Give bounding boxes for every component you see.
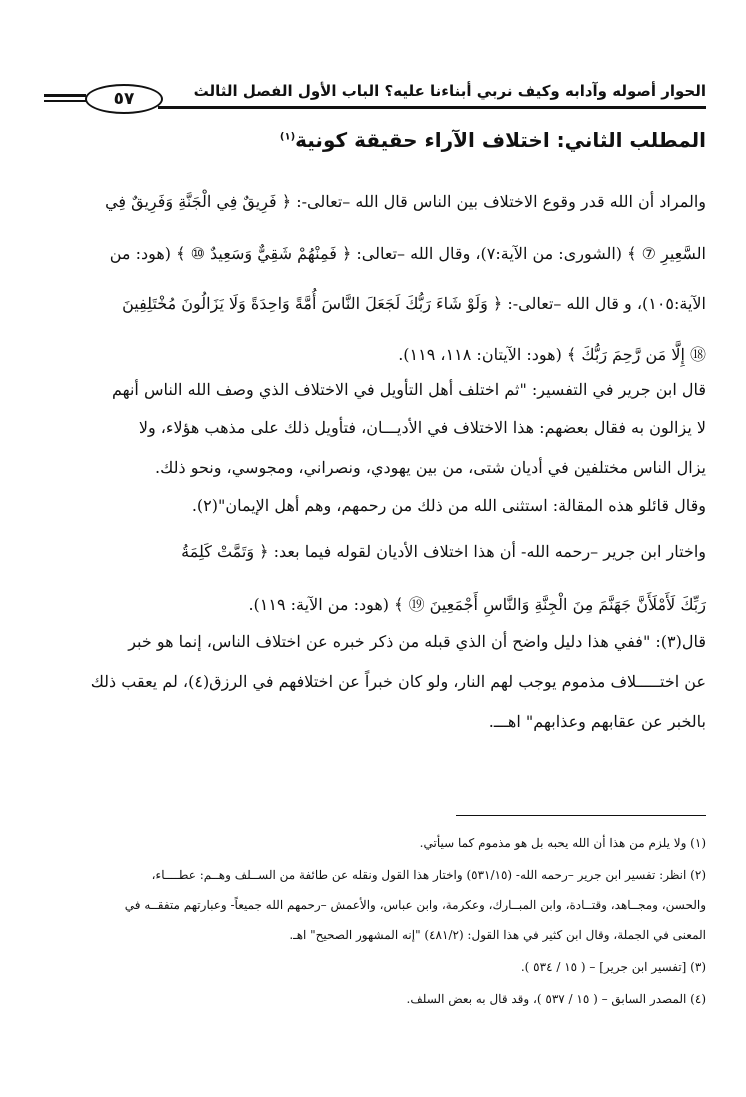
body-line: ⑱ إِلَّا مَن رَّحِمَ رَبُّكَ ﴾ (هود: الآيتان: ١١٨، ١١٩). bbox=[398, 345, 706, 364]
footnote: (٣) [تفسير ابن جرير] – ( ١٥ / ٥٣٤ ). bbox=[520, 960, 706, 974]
header-rule-left-2 bbox=[44, 100, 86, 102]
header-rule-left bbox=[44, 94, 86, 97]
body-line: قال(٣): "ففي هذا دليل واضح أن الذي قبله من ذكر خبره عن اختلاف الناس، إنما هو خبر bbox=[128, 632, 706, 651]
running-header bbox=[44, 82, 706, 110]
body-line: والمراد أن الله قدر وقوع الاختلاف بين الناس قال الله –تعالى-: ﴿ فَرِيقٌ فِي الْجَنَّةِ وَفَرِيقٌ فِي bbox=[105, 192, 706, 211]
body-line: الآية:١٠٥)، و قال الله –تعالى-: ﴿ وَلَوْ شَاءَ رَبُّكَ لَجَعَلَ النَّاسَ أُمَّةً وَاحِدَةً وَلَا يَزَالُونَ مُخْتَلِفِينَ bbox=[122, 294, 706, 313]
body-line: عن اختـــــلاف مذموم يوجب لهم النار، ولو كان خبراً عن اختلافهم في الرزق(٤)، لم يعقب ذلك bbox=[90, 672, 706, 691]
heading-footnote-ref: (١) bbox=[279, 131, 296, 143]
body-line: واختار ابن جرير –رحمه الله- أن هذا اختلاف الأديان لقوله فيما بعد: ﴿ وَتَمَّتْ كَلِمَةُ bbox=[181, 542, 706, 561]
footnote: والحسن، ومجــاهد، وقتــادة، وابن المبــارك، وعكرمة، وابن عباس، والأعمش –رحمهم الله جميعاً- وعبارتهم متفقــه في bbox=[124, 898, 706, 912]
footnote: (٢) انظر: تفسير ابن جرير –رحمه الله- (٥٣١/١٥) واختار هذا القول ونقله عن طائفة من الســلف وهــم: عطــــاء، bbox=[151, 868, 706, 882]
body-line: يزال الناس مختلفين في أديان شتى، من بين يهودي، ونصراني، ومجوسي، ونحو ذلك. bbox=[155, 458, 706, 477]
footnote: (١) ولا يلزم من هذا أن الله يحبه بل هو مذموم كما سيأتي. bbox=[419, 836, 706, 850]
body-line: لا يزالون به فقال بعضهم: هذا الاختلاف في الأديـــان، فتأويل ذلك على مذهب هؤلاء، ولا bbox=[138, 418, 706, 437]
heading-text: المطلب الثاني: اختلاف الآراء حقيقة كونية bbox=[295, 128, 706, 152]
footnote-separator bbox=[456, 815, 706, 816]
section-heading bbox=[280, 128, 706, 152]
body-line: السَّعِيرِ ⑦ ﴾ (الشورى: من الآية:٧)، وقال الله –تعالى: ﴿ فَمِنْهُمْ شَقِيٌّ وَسَعِيدٌ ⑩ ﴾ (هود: من bbox=[109, 244, 706, 263]
header-rule bbox=[158, 106, 706, 109]
page-number: ٥٧ bbox=[85, 84, 163, 114]
body-line: قال ابن جرير في التفسير: "ثم اختلف أهل التأويل في الاختلاف الذي وصف الله الناس أنهم bbox=[111, 380, 706, 399]
body-line: بالخبر عن عقابهم وعذابهم" اهـــ. bbox=[488, 712, 706, 731]
body-line: رَبِّكَ لَأَمْلَأَنَّ جَهَنَّمَ مِنَ الْجِنَّةِ وَالنَّاسِ أَجْمَعِينَ ⑲ ﴾ (هود: من الآية: ١١٩). bbox=[248, 595, 706, 614]
footnote: المعنى في الجملة، وقال ابن كثير في هذا القول: (٤٨١/٢) "إنه المشهور الصحيح" اهـ. bbox=[289, 928, 706, 942]
footnote: (٤) المصدر السابق – ( ١٥ / ٥٣٧ )، وقد قال به بعض السلف. bbox=[406, 992, 706, 1006]
header-title: الحوار أصوله وآدابه وكيف نربي أبناءنا عليه؟ الباب الأول الفصل الثالث bbox=[193, 82, 706, 100]
body-line: وقال قائلو هذه المقالة: استثنى الله من ذلك من رحمهم، وهم أهل الإيمان"(٢). bbox=[191, 496, 706, 515]
